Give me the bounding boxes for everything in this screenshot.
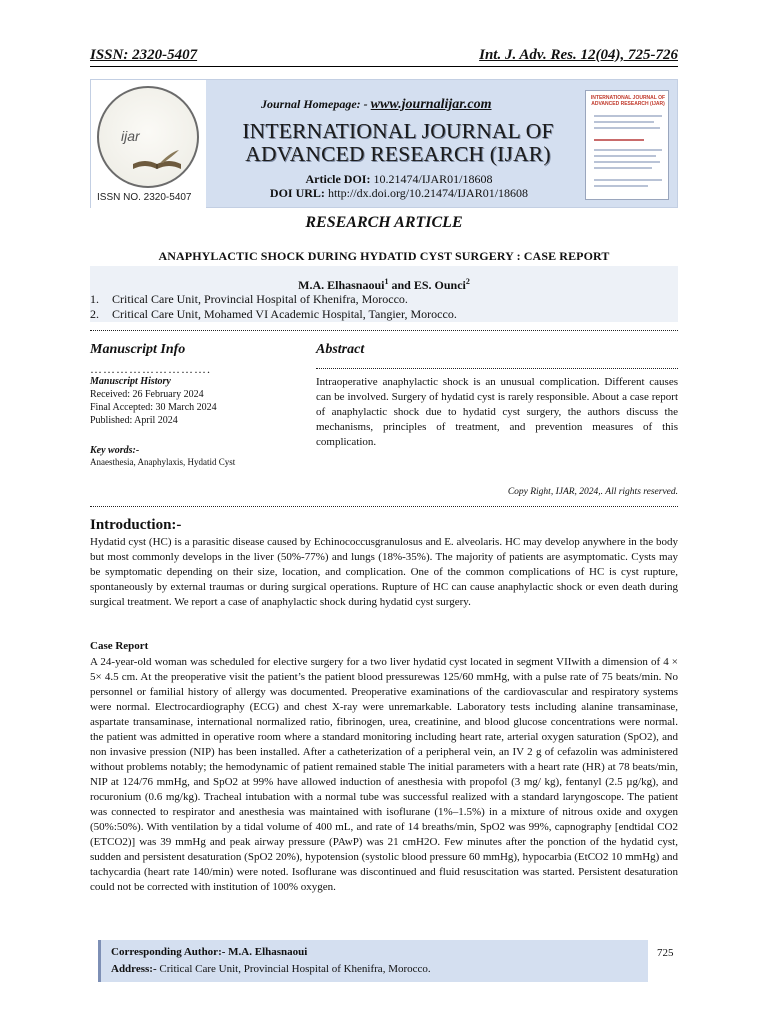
cover-text-line xyxy=(594,149,662,151)
cover-text-line xyxy=(594,185,648,187)
address-label: Address:- xyxy=(111,963,157,975)
introduction-heading: Introduction:- xyxy=(90,517,182,533)
homepage-label: Journal Homepage: - xyxy=(261,97,368,111)
case-report-heading: Case Report xyxy=(90,640,149,652)
cover-text-line xyxy=(594,155,656,157)
affiliation-item xyxy=(90,292,408,307)
manuscript-history-label: Manuscript History xyxy=(90,376,171,387)
corresponding-address-line xyxy=(111,963,431,975)
abstract-divider xyxy=(316,368,678,370)
page-number: 725 xyxy=(657,947,674,959)
address-text: Critical Care Unit, Provincial Hospital of Khenifra, Morocco. xyxy=(159,963,431,975)
article-type: RESEARCH ARTICLE xyxy=(305,214,463,231)
journal-logo xyxy=(91,80,206,208)
published-date: Published: April 2024 xyxy=(90,415,178,426)
keywords-label: Key words:- xyxy=(90,445,140,456)
received-date: Received: 26 February 2024 xyxy=(90,389,204,400)
doi-block xyxy=(241,172,557,200)
homepage-link[interactable]: www.journalijar.com xyxy=(370,97,492,112)
journal-title-line2: ADVANCED RESEARCH (IJAR) xyxy=(245,142,551,166)
cover-text-line xyxy=(594,121,654,123)
book-quill-icon xyxy=(131,150,183,172)
issn-label: ISSN: 2320-5407 xyxy=(90,47,198,63)
cover-text-line xyxy=(594,161,660,163)
affiliation-number: 1. xyxy=(90,292,99,306)
doi-url-link[interactable]: http://dx.doi.org/10.21474/IJAR01/18608 xyxy=(327,186,529,200)
copyright-notice: Copy Right, IJAR, 2024,. All rights reserved. xyxy=(507,487,678,497)
paper-title: ANAPHYLACTIC SHOCK DURING HYDATID CYST SURGERY : CASE REPORT xyxy=(158,249,610,263)
corresponding-author-line xyxy=(111,946,307,958)
author-conjunction: and xyxy=(388,278,414,292)
affiliation-text: Critical Care Unit, Provincial Hospital of Khenifra, Morocco. xyxy=(112,292,408,306)
corresponding-name: M.A. Elhasnaoui xyxy=(228,946,308,958)
author-affil-mark: 2 xyxy=(465,277,470,286)
affiliation-number: 2. xyxy=(90,307,99,321)
manuscript-info-dots: ………………………. xyxy=(90,362,211,376)
cover-text-line xyxy=(594,139,644,141)
cover-text-line xyxy=(594,127,660,129)
keywords-list: Anaesthesia, Anaphylaxis, Hydatid Cyst xyxy=(90,457,236,467)
cover-text-line xyxy=(594,115,662,117)
journal-title-line1: INTERNATIONAL JOURNAL OF xyxy=(242,119,554,143)
homepage-line xyxy=(261,97,492,113)
section-divider xyxy=(90,330,678,332)
logo-wordmark: ijar xyxy=(121,128,140,144)
cover-text-line xyxy=(594,167,652,169)
abstract-text: Intraoperative anaphylactic shock is an unusual complication. Different causes can be involved. Surgery of hydatid cyst is rarely responsible. About a case report of anaphylactic shock due to hydatid cyst surgery, the authors discuss the mechanisms, principles of treatment, and prevention measures of this complication. xyxy=(316,376,678,448)
corresponding-label: Corresponding Author:- xyxy=(111,946,226,958)
doi-url-label: DOI URL: xyxy=(269,186,325,200)
author-name: ES. Ounci xyxy=(413,278,466,292)
manuscript-info-heading: Manuscript Info xyxy=(90,342,186,357)
journal-cover-thumbnail xyxy=(585,90,669,200)
journal-banner xyxy=(90,79,678,208)
doi-label: Article DOI: xyxy=(305,172,371,186)
accepted-date: Final Accepted: 30 March 2024 xyxy=(90,402,217,413)
case-report-paragraph: A 24-year-old woman was scheduled for elective surgery for a two liver hydatid cyst located in segment VIIwith a dimension of 4 × 5× 4.5 cm. At the preoperative visit the patient’s the patient blood pressurewas 125/60 mmHg, with a pulse rate of 75 beats/min. No personnel or familial history of allergy was documented. Preoperative examinations of the cardiovascular and respiratory systems were normal. Electrocardiography (ECG) and chest X-ray were unremarkable. Laboratory tests including alanine transaminase, aspartate transaminase, international normalized ratio, fibrinogen, urea, creatinine, and blood glucose concentrations were normal. the patient was admitted in operative room where a standard monitoring including heart rate, arterial oxygen saturation (SpO2), and non invasive pression (NIP) has been installed. After a catheterization of a peripheral vein, an IV 2 g of cefazolin was administered without problems notably; the hemodynamic of patient remained stable The initial parameters with a heart rate (HR) at 78 beats/min, NIP at 124/76 mmHg, and SpO2 at 99% have allowed induction of anesthesia with propofol (3 mg/ kg), fentanyl (2.5 µg/kg), and rocuronium (0.6 mg/kg). Tracheal intubation with a normal tube was successful realized with a standard laryngoscope. The patient was connected to respirator and anesthesia was maintained with isoflurane (1%–1.5%) in a mixture of nitrous oxide and oxygen (50%:50%). With ventilation by a tidal volume of 400 mL, and rate of 14 breaths/min, SpO2 was 99%, capnography [endtidal CO2 (ETCO2)] was 39 mmHg and peak airway pressure (PAwP) was 21 cmH2O. Few minutes after the ponction of the hydatid cyst, sudden and persistent desaturation (SpO2 20%), hypotension (systolic blood pressure 60 mmHg), hypocarbia (EtCO2 10 mmHg) and tachycardia (heart rate 140/min) were noted. Isoflurane was discontinued and fluid resuscitation was started. Persistent desaturation could not be corrected with institution of 100% oxygen. xyxy=(90,656,678,893)
journal-citation: Int. J. Adv. Res. 12(04), 725-726 xyxy=(479,47,678,63)
abstract-heading: Abstract xyxy=(316,342,365,357)
cover-text-line xyxy=(594,179,662,181)
journal-title xyxy=(219,120,577,166)
cover-title: INTERNATIONAL JOURNAL OF ADVANCED RESEARCH (IJAR) xyxy=(590,95,666,107)
doi-value: 10.21474/IJAR01/18608 xyxy=(373,172,493,186)
logo-emblem xyxy=(97,86,199,188)
author-line xyxy=(90,277,678,293)
introduction-paragraph: Hydatid cyst (HC) is a parasitic disease caused by Echinococcusgranulosus and E. alveolaris. HC may develop anywhere in the body but most commonly develops in the liver (50%-77%) and lungs (18%-35%). The majority of patients are asymptomatic. Cysts may be symptomatic depending on their size, location, and complication. One of the common complications of HC is cyst rupture, spontaneously by external traumas or during surgical operations. Rupture of HC can cause anaphylactic shock or even death during surgical treatment. We report a case of anaphylactic shock during hydatid cyst surgery. xyxy=(90,536,678,608)
logo-issn: ISSN NO. 2320-5407 xyxy=(97,192,192,203)
section-divider xyxy=(90,506,678,508)
author-affil-mark: 1 xyxy=(384,277,389,286)
running-header xyxy=(90,45,678,67)
author-name: M.A. Elhasnaoui xyxy=(298,278,385,292)
affiliation-item xyxy=(90,307,457,322)
corresponding-author-box xyxy=(98,940,648,982)
affiliation-text: Critical Care Unit, Mohamed VI Academic Hospital, Tangier, Morocco. xyxy=(112,307,457,321)
